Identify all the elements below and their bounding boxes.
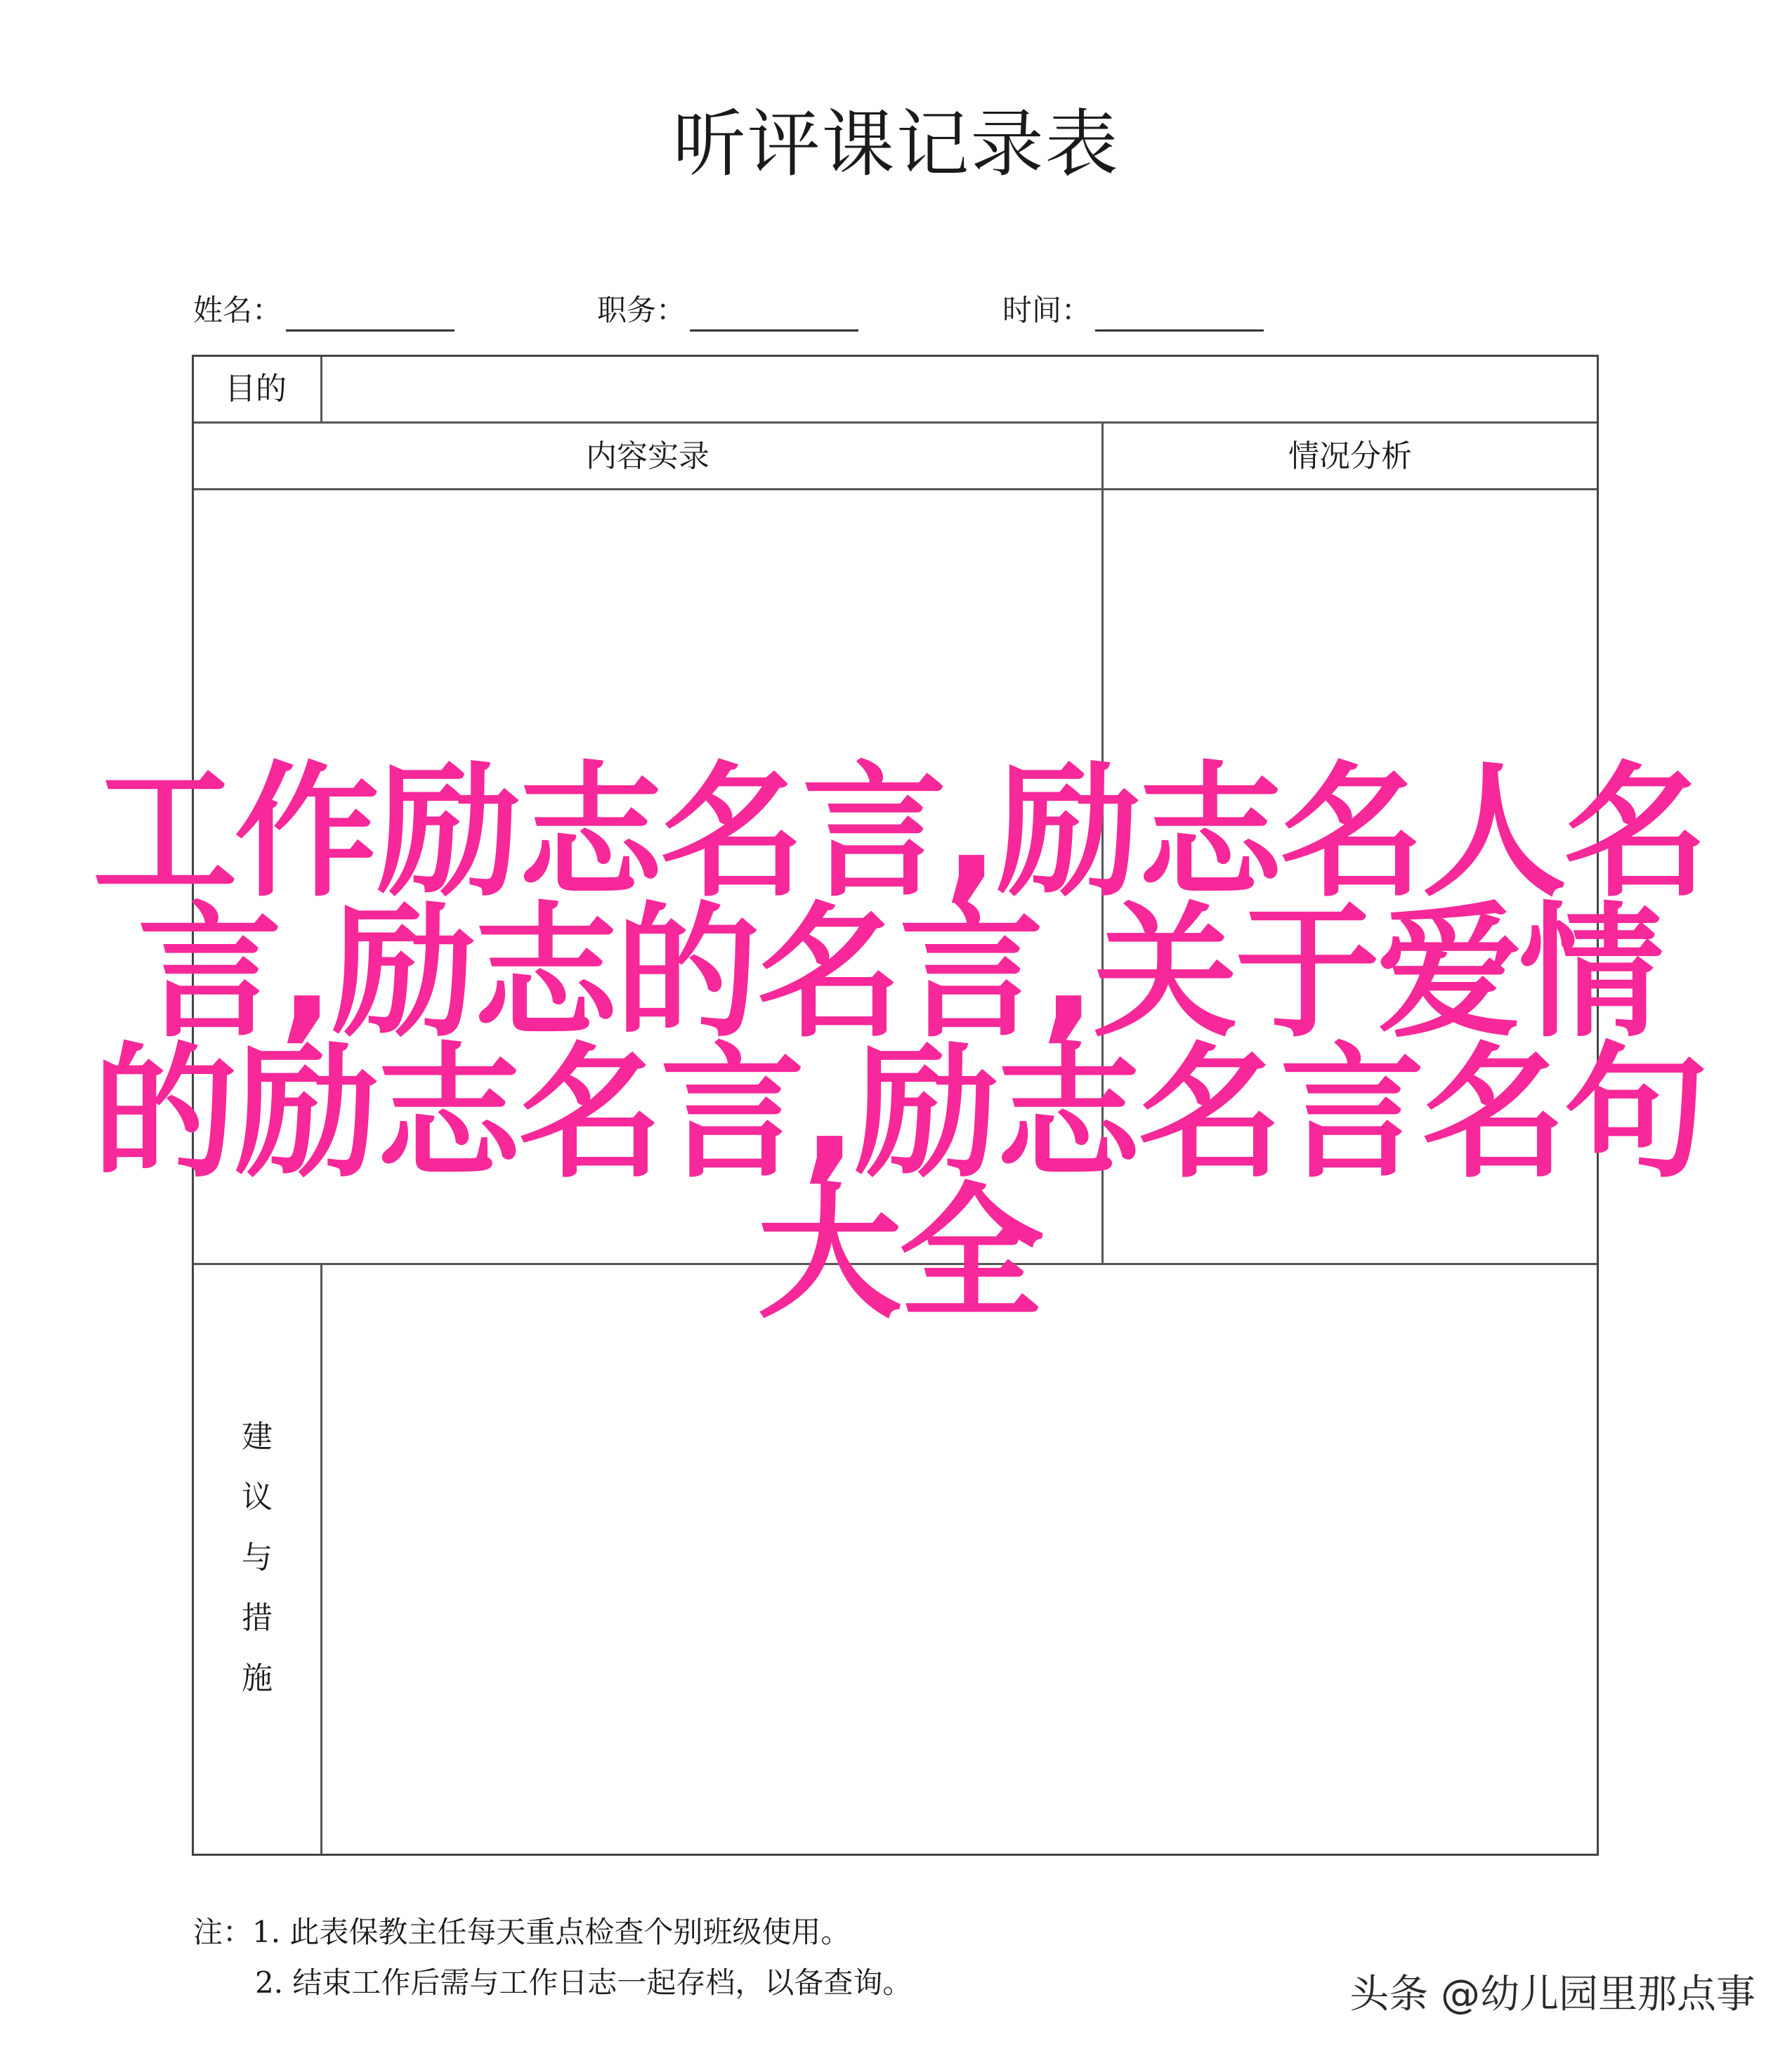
notes xyxy=(193,1907,912,2008)
banner-line-1: 工作励志名言,励志名人名 xyxy=(92,748,1706,917)
suggestion-char-3: 与 xyxy=(242,1540,273,1576)
position-label: 职务： xyxy=(597,293,686,327)
row-divider-purpose xyxy=(194,421,1597,424)
suggestion-char-5: 施 xyxy=(242,1661,273,1696)
note-line-1: 注：1. 此表保教主任每天重点检查个别班级使用。 xyxy=(193,1915,851,1949)
content-header: 内容实录 xyxy=(586,438,709,474)
page-title: 听评课记录表 xyxy=(672,101,1120,187)
analysis-header: 情况分析 xyxy=(1288,438,1412,474)
suggestion-cell[interactable] xyxy=(322,1265,1597,1854)
suggestion-char-2: 议 xyxy=(242,1479,273,1515)
suggestion-char-4: 措 xyxy=(242,1600,273,1636)
banner-line-3: 的励志名言,励志名言名句 xyxy=(92,1029,1706,1198)
banner-line-2: 言,励志的名言,关于爱情 xyxy=(137,889,1661,1057)
position-blank[interactable] xyxy=(690,299,858,332)
banner-line-4: 大全 xyxy=(757,1170,1041,1338)
suggestion-label xyxy=(194,1407,320,1709)
time-blank[interactable] xyxy=(1095,299,1264,332)
suggestion-char-1: 建 xyxy=(242,1419,273,1455)
position-field xyxy=(597,289,858,332)
purpose-label: 目的 xyxy=(225,371,287,407)
name-field xyxy=(193,289,454,332)
watermark: 头条 @幼儿园里那点事 xyxy=(1349,1972,1755,2017)
name-blank[interactable] xyxy=(286,299,454,332)
purpose-cell[interactable] xyxy=(322,357,1597,421)
overlay-banner xyxy=(56,748,1742,1338)
name-label: 姓名： xyxy=(193,293,282,327)
time-field xyxy=(1002,289,1264,332)
note-line-2: 2. 结束工作后需与工作日志一起存档，以备查询。 xyxy=(255,1965,913,2000)
time-label: 时间： xyxy=(1002,293,1092,327)
